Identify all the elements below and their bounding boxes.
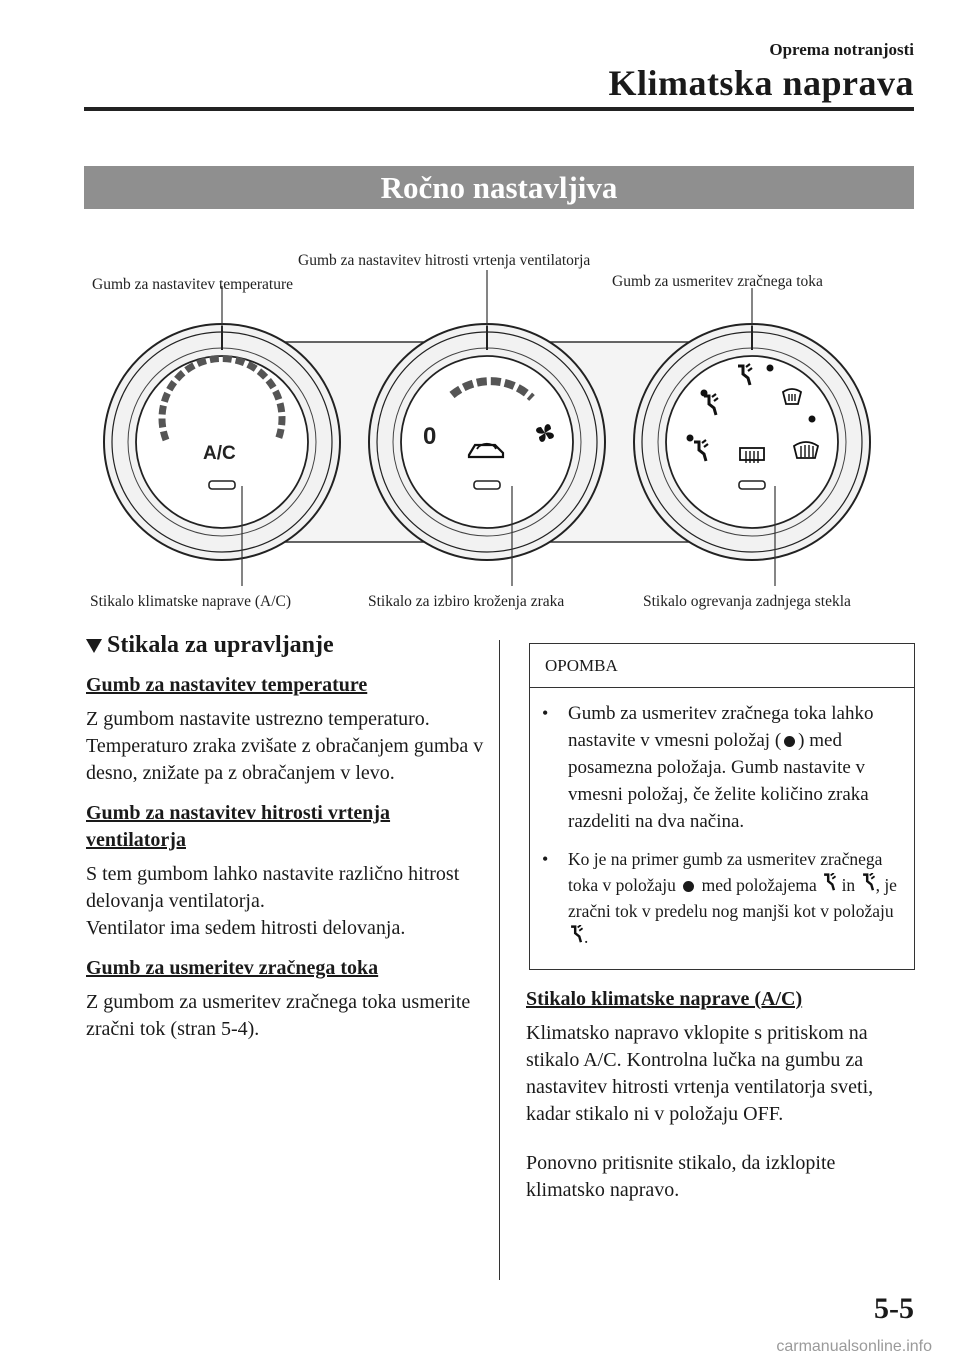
- note-box: [529, 643, 915, 970]
- intermediate-position-dot-icon: [784, 736, 795, 747]
- header-rule: [84, 107, 914, 111]
- section-banner: Ročno nastavljiva: [84, 166, 914, 209]
- note-b1-part-b: ) med posamezna položaja. Gumb nastavite v vmesni položaj, če želite količino zraka razdeliti na dva načina.: [568, 730, 869, 832]
- temperature-dial[interactable]: [104, 324, 340, 560]
- fan-speed-subheading: Gumb za nastavitev hitrosti vrtenja ventilatorja: [86, 802, 391, 851]
- intermediate-position-dot-icon: [683, 881, 694, 892]
- fan-speed-text-1: S tem gumbom lahko nastavite različno hitrost delovanja ventilatorja.: [86, 863, 460, 912]
- running-header-section: Oprema notranjosti: [769, 40, 914, 59]
- ac-dial-label: A/C: [203, 443, 236, 464]
- temperature-subheading: Gumb za nastavitev temperature: [86, 674, 368, 696]
- rear-defroster-switch-label: Stikalo ogrevanja zadnjega stekla: [643, 593, 851, 610]
- airflow-dial-label: Gumb za usmeritev zračnega toka: [612, 273, 823, 290]
- right-column: [526, 986, 916, 1217]
- note-b2-part-c: in: [841, 875, 856, 895]
- watermark: carmanualsonline.info: [776, 1338, 932, 1355]
- recirculation-switch-indicator[interactable]: [474, 481, 500, 489]
- ac-switch-text-1: Klimatsko napravo vklopite s pritiskom na stikalo A/C. Kontrolna lučka na gumbu za nastavitev hitrosti vrtenja ventilatorja sveti, kadar stikalo ni v položaju OFF.: [526, 1022, 874, 1125]
- fan-speed-text-2: Ventilator ima sedem hitrosti delovanja.: [86, 917, 406, 939]
- note-b2-part-e: .: [584, 927, 589, 947]
- page-number: 5-5: [874, 1292, 914, 1325]
- climate-control-panel-figure: [0, 230, 960, 620]
- controls-heading-text: Stikala za upravljanje: [107, 632, 334, 658]
- note-b2-part-a: Ko je na primer gumb za usmeritev zračnega toka v položaju: [568, 849, 883, 895]
- left-column: [86, 632, 486, 1056]
- note-b2-part-b: med položajema: [701, 875, 817, 895]
- controls-heading: [86, 632, 486, 659]
- fan-speed-dial-label: Gumb za nastavitev hitrosti vrtenja ventilatorja: [298, 252, 591, 269]
- ac-switch-subheading: Stikalo klimatske naprave (A/C): [526, 988, 803, 1010]
- note-bullet-1: • Gumb za usmeritev zračnega toka lahko nastavite v vmesni položaj ( ) med posamezna položaja. Gumb nastavite v vmesni položaj, če želite količino zraka razdeliti na dva načina.: [542, 703, 874, 832]
- ac-switch-text-2: Ponovno pritisnite stikalo, da izklopite klimatsko napravo.: [526, 1152, 836, 1201]
- ac-switch-label: Stikalo klimatske naprave (A/C): [90, 593, 292, 610]
- ac-switch-indicator[interactable]: [209, 481, 235, 489]
- bilevel-mode-icon: [860, 873, 876, 891]
- airflow-mode-dial[interactable]: [634, 324, 870, 560]
- foot-mode-icon: [821, 873, 837, 891]
- fan-speed-dial[interactable]: [369, 324, 605, 560]
- note-title: OPOMBA: [530, 644, 914, 688]
- airflow-text: Z gumbom za usmeritev zračnega toka usmerite zračni tok (stran 5-4).: [86, 991, 471, 1040]
- recirculation-switch-label: Stikalo za izbiro kroženja zraka: [368, 593, 565, 610]
- temperature-text: Z gumbom nastavite ustrezno temperaturo. Temperaturo zraka zvišate z obračanjem gumba v desno, znižate pa z obračanjem v levo.: [86, 708, 484, 784]
- note-b2-part-d: , je zračni tok v predelu nog manjši kot v položaju: [568, 875, 897, 921]
- running-header-title: Klimatska naprava: [608, 63, 914, 103]
- airflow-subheading: Gumb za usmeritev zračnega toka: [86, 957, 379, 979]
- fan-off-mark: 0: [423, 423, 437, 450]
- column-divider: [499, 640, 500, 1280]
- note-bullet-2: • Ko je na primer gumb za usmeritev zračnega toka v položaju med položajema in , je zračni tok v predelu nog manjši kot v položaju .: [542, 849, 897, 947]
- triangle-bullet-icon: [86, 639, 102, 653]
- temperature-dial-label: Gumb za nastavitev temperature: [92, 276, 293, 293]
- face-mode-icon: [568, 925, 584, 943]
- rear-defroster-switch-indicator[interactable]: [739, 481, 765, 489]
- note-b1-part-a: Gumb za usmeritev zračnega toka lahko nastavite v vmesni položaj (: [568, 703, 874, 751]
